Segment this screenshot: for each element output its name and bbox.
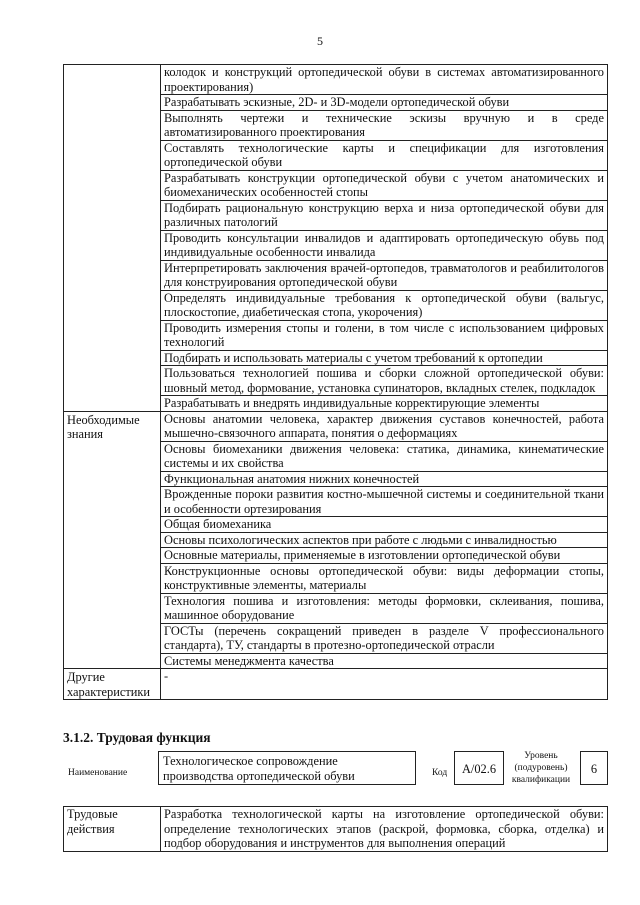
table-cell: Системы менеджмента качества [161, 653, 608, 669]
table-cell: ГОСТы (перечень сокращений приведен в разделе V профессионального стандарта), ТУ, стандарты в протезно-ортопедической отрасли [161, 623, 608, 653]
table-cell: Проводить измерения стопы и голени, в том числе с использованием цифровых технологий [161, 320, 608, 350]
table-cell: Подбирать рациональную конструкцию верха и низа ортопедической обуви для различных патологий [161, 200, 608, 230]
table-cell: Пользоваться технологией пошива и сборки сложной ортопедической обуви: шовный метод, формование, установка супинаторов, вкладных стелек, подкладок [161, 366, 608, 396]
actions-header: Трудовые действия [64, 807, 161, 852]
table-row [64, 411, 608, 441]
table-row [64, 807, 608, 852]
table-cell: - [161, 669, 608, 700]
action-cell: Разработка технологической карты на изготовление ортопедической обуви: определение технологических этапов (раскрой, формовка, сборка, отделка) и подбор оборудования и инструментов для выполнения операций [161, 807, 608, 852]
table-row [64, 669, 608, 700]
table-row [64, 65, 608, 95]
table-cell: Основы анатомии человека, характер движения суставов конечностей, работа мышечно-связочного аппарата, понятия о деформациях [161, 411, 608, 441]
section-title: 3.1.2. Трудовая функция [63, 730, 211, 745]
table-cell: Основы психологических аспектов при работе с людьми с инвалидностью [161, 532, 608, 548]
group-header [64, 65, 161, 412]
table-cell: Разрабатывать и внедрять индивидуальные корректирующие элементы [161, 396, 608, 412]
table-cell: Конструкционные основы ортопедической обуви: виды деформации стопы, конструктивные элементы, материалы [161, 563, 608, 593]
table-cell: Основы биомеханики движения человека: статика, динамика, кинематические системы и их свойства [161, 441, 608, 471]
page-number: 5 [317, 34, 323, 48]
table-cell: Проводить консультации инвалидов и адаптировать ортопедическую обувь под индивидуальные особенности инвалида [161, 230, 608, 260]
level-value: 6 [580, 751, 608, 785]
table-cell: Подбирать и использовать материалы с учетом требований к ортопедии [161, 350, 608, 366]
table-cell: Общая биомеханика [161, 517, 608, 533]
name-label: Наименование [68, 768, 128, 778]
table-cell: Определять индивидуальные требования к ортопедической обуви (вальгус, плоскостопие, диабетическая стопа, укорочения) [161, 290, 608, 320]
table-cell: Основные материалы, применяемые в изготовлении ортопедической обуви [161, 548, 608, 564]
actions-table [63, 806, 608, 852]
group-header: Другие характеристики [64, 669, 161, 700]
table-cell: Функциональная анатомия нижних конечностей [161, 471, 608, 487]
table-cell: Разрабатывать эскизные, 2D- и 3D-модели ортопедической обуви [161, 95, 608, 111]
requirements-table [63, 64, 608, 700]
code-value: A/02.6 [454, 751, 504, 785]
level-label: Уровень (подуровень) квалификации [511, 751, 571, 785]
code-label: Код [432, 768, 448, 778]
table-cell: Интерпретировать заключения врачей-ортопедов, травматологов и реабилитологов для конструирования ортопедической обуви [161, 260, 608, 290]
table-cell: колодок и конструкций ортопедической обуви в системах автоматизированного проектирования) [161, 65, 608, 95]
table-cell: Врожденные пороки развития костно-мышечной системы и соединительной ткани и особенности ортезирования [161, 487, 608, 517]
table-cell: Составлять технологические карты и спецификации для изготовления ортопедической обуви [161, 140, 608, 170]
name-value: Технологическое сопровождение производства ортопедической обуви [158, 751, 416, 785]
group-header: Необходимые знания [64, 411, 161, 669]
table-cell: Выполнять чертежи и технические эскизы вручную и в среде автоматизированного проектирования [161, 110, 608, 140]
table-cell: Технология пошива и изготовления: методы формовки, склеивания, пошива, машинное оборудование [161, 593, 608, 623]
table-cell: Разрабатывать конструкции ортопедической обуви с учетом анатомических и биомеханических особенностей стопы [161, 170, 608, 200]
